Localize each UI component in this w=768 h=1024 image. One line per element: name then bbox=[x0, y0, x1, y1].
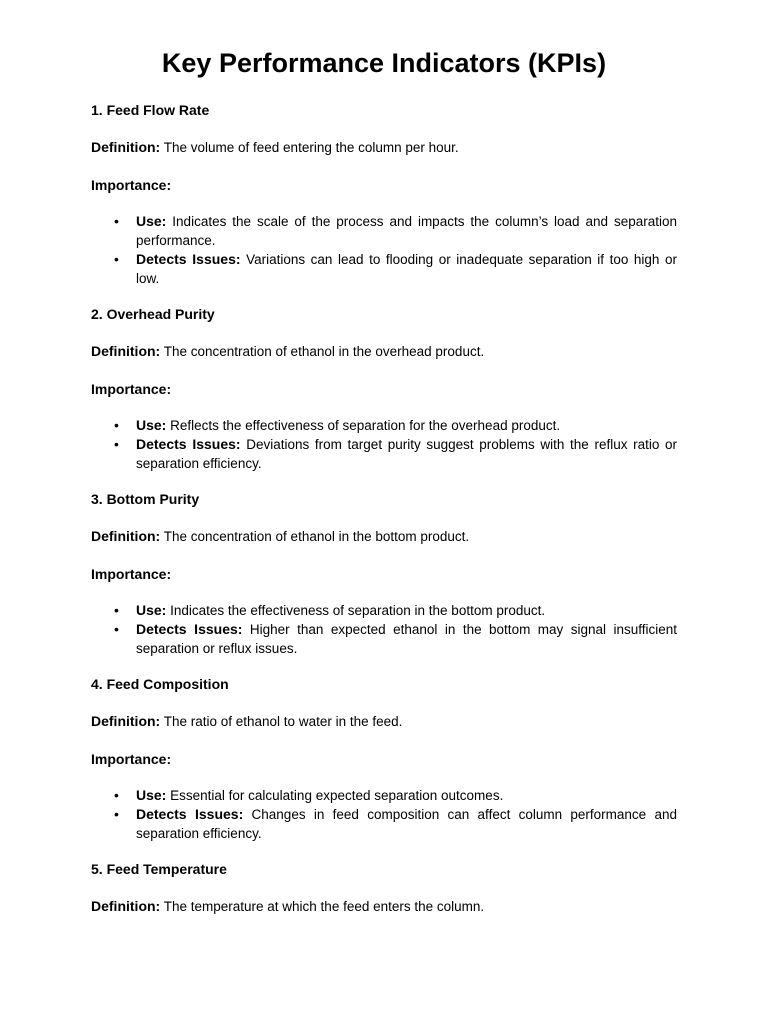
definition-label: Definition: bbox=[91, 713, 161, 729]
kpi-section-bottom-purity bbox=[91, 489, 677, 658]
detects-text: Variations can lead to flooding or inadequate separation if too high or low. bbox=[136, 252, 677, 286]
bullet-icon: • bbox=[114, 251, 119, 267]
use-label: Use: bbox=[136, 602, 167, 618]
definition-paragraph bbox=[91, 711, 677, 732]
detects-label: Detects Issues: bbox=[136, 806, 244, 822]
importance-label: Importance: bbox=[91, 566, 172, 582]
use-text: Indicates the effectiveness of separation in the bottom product. bbox=[170, 603, 546, 618]
detects-label: Detects Issues: bbox=[136, 621, 243, 637]
kpi-heading: 1. Feed Flow Rate bbox=[91, 102, 210, 118]
definition-label: Definition: bbox=[91, 343, 161, 359]
definition-text: The temperature at which the feed enters the column. bbox=[163, 899, 485, 914]
kpi-section-feed-composition bbox=[91, 674, 677, 843]
kpi-section-feed-flow-rate bbox=[91, 100, 677, 288]
importance-list bbox=[91, 601, 677, 658]
list-item-use bbox=[91, 212, 677, 250]
definition-text: The concentration of ethanol in the bottom product. bbox=[163, 529, 470, 544]
bullet-icon: • bbox=[114, 806, 119, 822]
detects-text: Deviations from target purity suggest problems with the reflux ratio or separation efficiency. bbox=[136, 437, 677, 471]
list-item-use bbox=[91, 786, 677, 805]
definition-text: The volume of feed entering the column per hour. bbox=[163, 140, 459, 155]
kpi-heading: 2. Overhead Purity bbox=[91, 306, 215, 322]
importance-label: Importance: bbox=[91, 381, 172, 397]
use-text: Essential for calculating expected separation outcomes. bbox=[170, 788, 504, 803]
use-text: Reflects the effectiveness of separation for the overhead product. bbox=[170, 418, 561, 433]
kpi-heading: 4. Feed Composition bbox=[91, 676, 229, 692]
kpi-section-overhead-purity bbox=[91, 304, 677, 473]
detects-label: Detects Issues: bbox=[136, 436, 241, 452]
definition-text: The concentration of ethanol in the overhead product. bbox=[163, 344, 485, 359]
page-title: Key Performance Indicators (KPIs) bbox=[161, 48, 607, 78]
use-label: Use: bbox=[136, 787, 167, 803]
kpi-heading: 3. Bottom Purity bbox=[91, 491, 200, 507]
list-item-detects bbox=[91, 435, 677, 473]
importance-label: Importance: bbox=[91, 751, 172, 767]
detects-label: Detects Issues: bbox=[136, 251, 241, 267]
list-item-use bbox=[91, 601, 677, 620]
bullet-icon: • bbox=[114, 436, 119, 452]
definition-paragraph bbox=[91, 526, 677, 547]
use-text: Indicates the scale of the process and impacts the column’s load and separation performance. bbox=[136, 214, 677, 248]
bullet-icon: • bbox=[114, 213, 119, 229]
definition-label: Definition: bbox=[91, 528, 161, 544]
definition-paragraph bbox=[91, 896, 677, 917]
kpi-heading: 5. Feed Temperature bbox=[91, 861, 227, 877]
bullet-icon: • bbox=[114, 417, 119, 433]
bullet-icon: • bbox=[114, 621, 119, 637]
importance-list bbox=[91, 212, 677, 288]
detects-text: Higher than expected ethanol in the bottom may signal insufficient separation or reflux issues. bbox=[136, 622, 678, 656]
list-item-use bbox=[91, 416, 677, 435]
kpi-section-feed-temperature bbox=[91, 859, 677, 917]
use-label: Use: bbox=[136, 213, 167, 229]
importance-label: Importance: bbox=[91, 177, 172, 193]
bullet-icon: • bbox=[114, 787, 119, 803]
use-label: Use: bbox=[136, 417, 167, 433]
list-item-detects bbox=[91, 250, 677, 288]
detects-text: Changes in feed composition can affect column performance and separation efficiency. bbox=[136, 807, 677, 841]
definition-text: The ratio of ethanol to water in the feed. bbox=[163, 714, 403, 729]
list-item-detects bbox=[91, 620, 677, 658]
definition-paragraph bbox=[91, 137, 677, 158]
importance-list bbox=[91, 786, 677, 843]
definition-label: Definition: bbox=[91, 139, 161, 155]
bullet-icon: • bbox=[114, 602, 119, 618]
definition-paragraph bbox=[91, 341, 677, 362]
list-item-detects bbox=[91, 805, 677, 843]
definition-label: Definition: bbox=[91, 898, 161, 914]
importance-list bbox=[91, 416, 677, 473]
